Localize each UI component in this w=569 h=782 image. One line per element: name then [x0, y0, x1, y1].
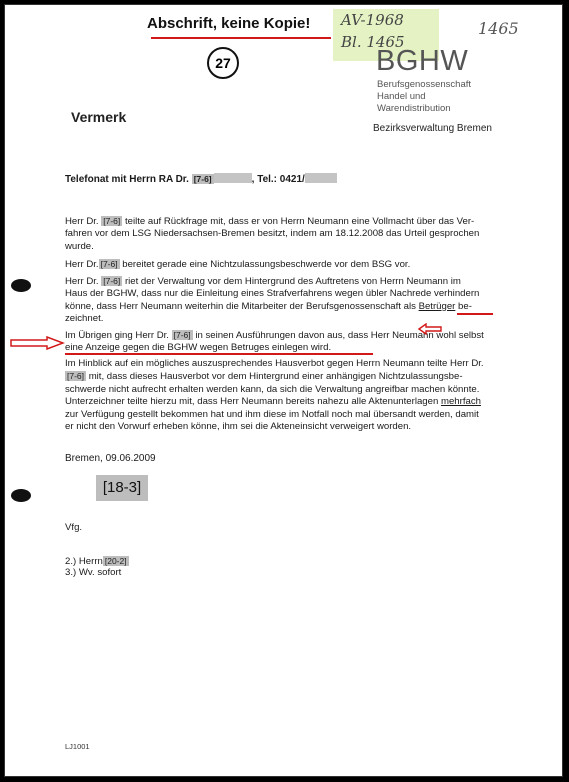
vfg-label: Vfg. — [65, 522, 83, 533]
p1-line-1 — [65, 215, 517, 228]
distribution-item-3: 3.) Wv. sofort — [65, 567, 122, 578]
paragraph-4 — [65, 329, 517, 355]
p2-b: bereitet gerade eine Nichtzulassungsbeschwerde vor dem BSG vor. — [122, 259, 411, 270]
stamp-title: Abschrift, keine Kopie! — [147, 15, 311, 32]
p3-d: könne, dass Herr Neumann weiterhin die Mitarbeiter der Berufsgenossenschaft als — [65, 300, 416, 312]
place-date: Bremen, 09.06.2009 — [65, 453, 156, 464]
p3-line-1 — [65, 275, 517, 288]
p2-a: Herr Dr. — [65, 259, 99, 270]
footer-code: LJ1001 — [65, 742, 90, 751]
punch-hole-bottom — [11, 489, 31, 502]
p3-b: riet der Verwaltung vor dem Hintergrund des Auftretens von Herrn Neumann im — [124, 276, 461, 287]
p5-line-1: Im Hinblick auf ein mögliches auszusprechendes Hausverbot gegen Herrn Neumann teilte Herr Dr. — [65, 358, 484, 369]
p1-a: Herr Dr. — [65, 216, 99, 227]
brand-line-2: Handel und — [377, 91, 426, 102]
up-arrow-icon — [417, 323, 443, 335]
p3-f: be- — [458, 300, 472, 312]
signature-redaction: [18-3] — [96, 475, 148, 501]
phone-redaction — [305, 173, 337, 183]
p4-redaction: [7-6] — [173, 330, 191, 340]
punch-hole-top — [11, 279, 31, 292]
p1-b: teilte auf Rückfrage mit, dass er von Herrn Neumann eine Vollmacht über das Ver- — [124, 216, 475, 227]
p3-underlined-word: Betrüger — [418, 300, 456, 312]
p3-line-3 — [65, 301, 517, 313]
p5-line-5: zur Verfügung gestellt bekommen hat und ihm diese im Notfall noch mal übersandt werden, damit — [65, 408, 479, 420]
subject-redaction: [7-6] — [193, 174, 212, 184]
p2-redaction: [7-6] — [100, 259, 118, 269]
p1-line-3: wurde. — [65, 240, 94, 252]
circled-number-text: 27 — [215, 55, 231, 71]
betrueger-redline — [457, 313, 493, 315]
subject-pre: Telefonat mit Herrn RA Dr. — [65, 174, 189, 185]
paragraph-4-redline — [65, 353, 373, 355]
p3-line-4: zeichnet. — [65, 313, 104, 325]
p3-line-2: Haus der BGHW, dass nur die Einleitung eines Strafverfahrens wegen übler Nachrede verhindern — [65, 288, 480, 300]
bghw-logo: BGHW — [376, 45, 469, 77]
p3-redaction: [7-6] — [103, 276, 121, 286]
brand-line-1: Berufsgenossenschaft — [377, 79, 472, 90]
p5-line-6: er nicht den Vorwurf erheben könne, ihm sei die Akteneinsicht verweigert worden. — [65, 421, 412, 433]
paragraph-2 — [65, 258, 517, 271]
p5-line-2 — [65, 370, 517, 383]
handwritten-page-number: 1465 — [478, 19, 519, 38]
brand-line-3: Warendistribution — [377, 103, 451, 114]
item2-redaction: [20-2] — [104, 556, 127, 566]
p5-redaction: [7-6] — [67, 371, 85, 382]
subject-mid: , Tel.: 0421/ — [251, 174, 305, 185]
p4-line-1 — [65, 329, 517, 342]
subject-redaction-fill — [214, 173, 252, 183]
document-title: Vermerk — [71, 109, 127, 125]
p5-underlined-word: mehrfach — [440, 396, 481, 408]
circled-number — [207, 47, 239, 79]
p3-a: Herr Dr. — [65, 276, 99, 287]
p5-line-3: schwerde nicht aufrecht erhalten werden kann, da sich die Verwaltung angreifbar machen könnte. — [65, 383, 480, 395]
p5-line-4 — [65, 396, 517, 408]
office-name: Bezirksverwaltung Bremen — [373, 123, 492, 134]
sticky-line-2: Bl. 1465 — [341, 33, 405, 51]
p4-a: Im Übrigen ging Herr Dr. — [65, 330, 169, 341]
paragraph-5 — [65, 358, 517, 433]
p4-b: in seinen Ausführungen davon aus, dass Herr Neumann wohl selbst — [195, 330, 484, 341]
item2-a: 2.) Herrn — [65, 556, 103, 567]
paragraph-1 — [65, 215, 517, 253]
p5-d: Unterzeichner teilte hierzu mit, dass Herr Neumann bereits nahezu alle Aktenunterlagen — [65, 396, 439, 408]
p4-line-2: eine Anzeige gegen die BGHW wegen Betruges einlegen wird. — [65, 342, 332, 354]
p1-redaction: [7-6] — [103, 216, 121, 226]
document-page — [4, 4, 563, 777]
p1-line-2: fahren vor dem LSG Niedersachsen-Bremen besitzt, indem am 18.12.2008 das Urteil gesprochen — [65, 228, 480, 240]
stamp-underline — [151, 37, 331, 39]
left-margin-arrow-icon — [9, 336, 65, 350]
paragraph-3 — [65, 275, 517, 326]
subject-line — [65, 173, 337, 186]
p5-b: mit, dass dieses Hausverbot vor dem Hintergrund einer anhängigen Nichtzulassungsbe- — [88, 371, 463, 383]
sticky-line-1: AV-1968 — [341, 11, 404, 29]
